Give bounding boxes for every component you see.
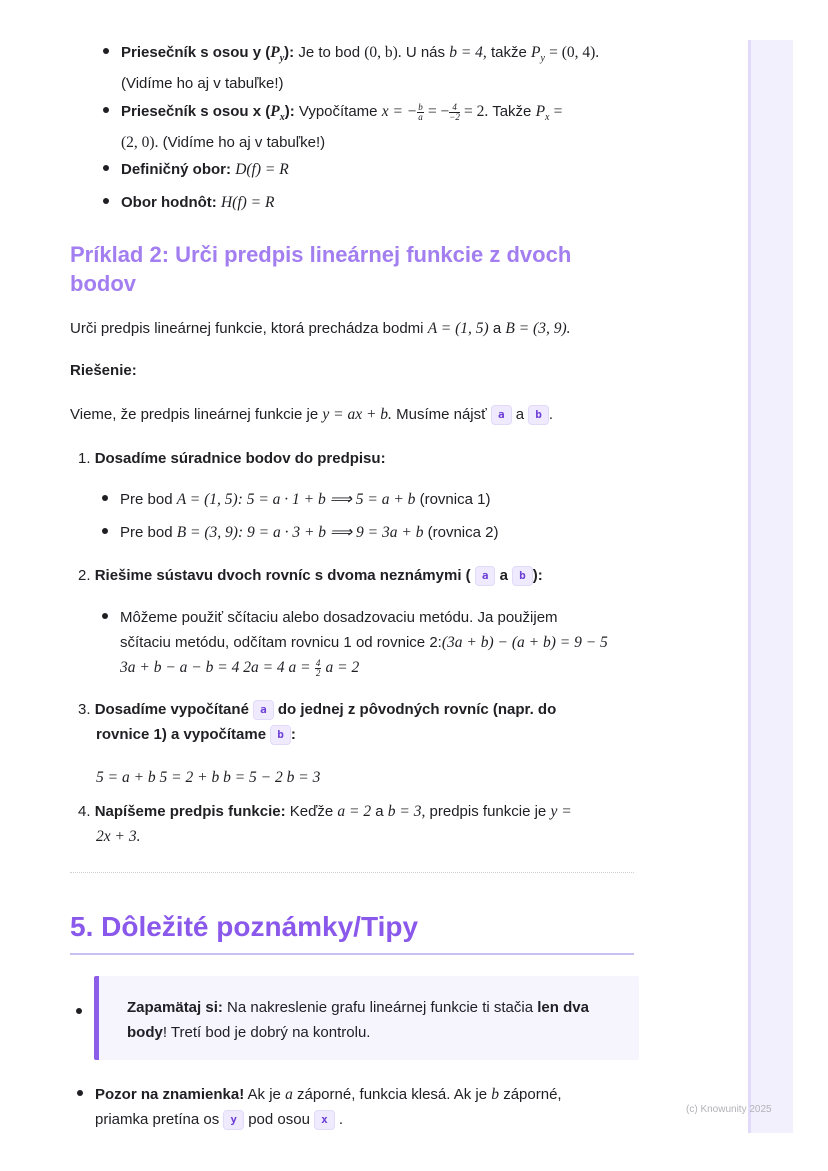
step-2-title: 2. Riešime sústavu dvoch rovníc s dvoma neznámymi ( a a b ):	[78, 567, 543, 584]
py-text: Je to bod	[298, 44, 361, 61]
py-label: Priesečník s osou y $(P_y)$:	[121, 44, 295, 64]
list-item-domain: Definičný obor: D(f) = R	[121, 157, 289, 182]
example2-task: Urči predpis lineárnej funkcie, ktorá prechádza bodmi A = (1, 5) a B = (3, 9).	[70, 320, 571, 337]
list-item-py: Priesečník s osou y $(P_y)$: Je to bod (0, b). U nás b = 4, takže $P_y = (0$, 4). (Vidíme ho aj v tabuľke!)	[121, 40, 634, 96]
sidebar-panel	[748, 40, 793, 1133]
code-chip-x: x	[314, 1110, 335, 1130]
step-3-title: 3. Dosadíme vypočítané a do jednej z pôvodných rovníc (napr. do rovnice 1) a vypočítame b :	[78, 701, 557, 743]
solution-label: Riešenie:	[70, 362, 137, 379]
copyright: (c) Knowunity 2025	[686, 1104, 772, 1115]
fraction-4-minus2: $\frac{4}{-2}$	[449, 101, 460, 122]
step-4: 4. Napíšeme predpis funkcie: Keďže a = 2 a b = 3, predpis funkcie je y = 2x + 3.	[78, 803, 572, 845]
code-chip-b: b	[270, 725, 291, 745]
code-chip-b: b	[512, 566, 533, 586]
step-2-bullet: Môžeme použiť sčítaciu alebo dosadzovaciu metódu. Ja použijem sčítaciu metódu, odčítam rovnicu 1 od rovnice 2:(3a + b) − (a + b) = 9 − 5 3a + b − a − b = 4 2a = 4 a = $\frac{4}{2}$ a = 2	[120, 605, 634, 680]
callout-box	[94, 976, 639, 1060]
step-3-equation: 5 = a + b 5 = 2 + b b = 5 − 2 b = 3	[96, 769, 321, 786]
fraction-4-2: $\frac{4}{2}$	[315, 657, 321, 678]
list-item-px: Priesečník s osou x $(P_x)$: Vypočítame x = − $\frac{b}{a}$ = − $\frac{4}{-2}$ = 2. Takže $P_x$ = (2, 0). (Vidíme ho aj v tabuľke!)	[121, 99, 634, 155]
code-chip-b: b	[528, 405, 549, 425]
code-chip-a: a	[491, 405, 512, 425]
py-note: (Vidíme ho aj v tabuľke!)	[121, 75, 284, 92]
step-1-title: 1. Dosadíme súradnice bodov do predpisu:	[78, 450, 386, 467]
tip-signs: Pozor na znamienka! Ak je a záporné, funkcia klesá. Ak je b záporné, priamka pretína os y pod osou x .	[95, 1082, 634, 1132]
step-1-bullet-2: Pre bod B = (3, 9): 9 = a · 3 + b ⟹ 9 = 3a + b (rovnica 2)	[120, 520, 498, 545]
code-chip-y: y	[223, 1110, 244, 1130]
example2-intro: Vieme, že predpis lineárnej funkcie je y = ax + b. Musíme nájsť a a b .	[70, 406, 554, 423]
heading-underline	[70, 953, 634, 955]
step-1-bullet-1: Pre bod A = (1, 5): 5 = a · 1 + b ⟹ 5 = a + b (rovnica 1)	[120, 487, 490, 512]
px-label: Priesečník s osou x $(P_x)$:	[121, 103, 295, 123]
list-item-range: Obor hodnôt: H(f) = R	[121, 190, 275, 215]
section-5-heading: 5. Dôležité poznámky/Tipy	[70, 911, 419, 942]
divider	[70, 872, 634, 873]
fraction-b-a: $\frac{b}{a}$	[418, 101, 423, 122]
code-chip-a: a	[475, 566, 496, 586]
py-math: (0, b).	[364, 44, 402, 61]
code-chip-a: a	[253, 700, 274, 720]
example2-heading: Príklad 2: Urči predpis lineárnej funkcie z dvoch bodov	[70, 242, 572, 296]
callout-text: Zapamätaj si: Na nakreslenie grafu lineárnej funkcie ti stačia len dva body! Tretí bod je dobrý na kontrolu.	[127, 999, 589, 1041]
